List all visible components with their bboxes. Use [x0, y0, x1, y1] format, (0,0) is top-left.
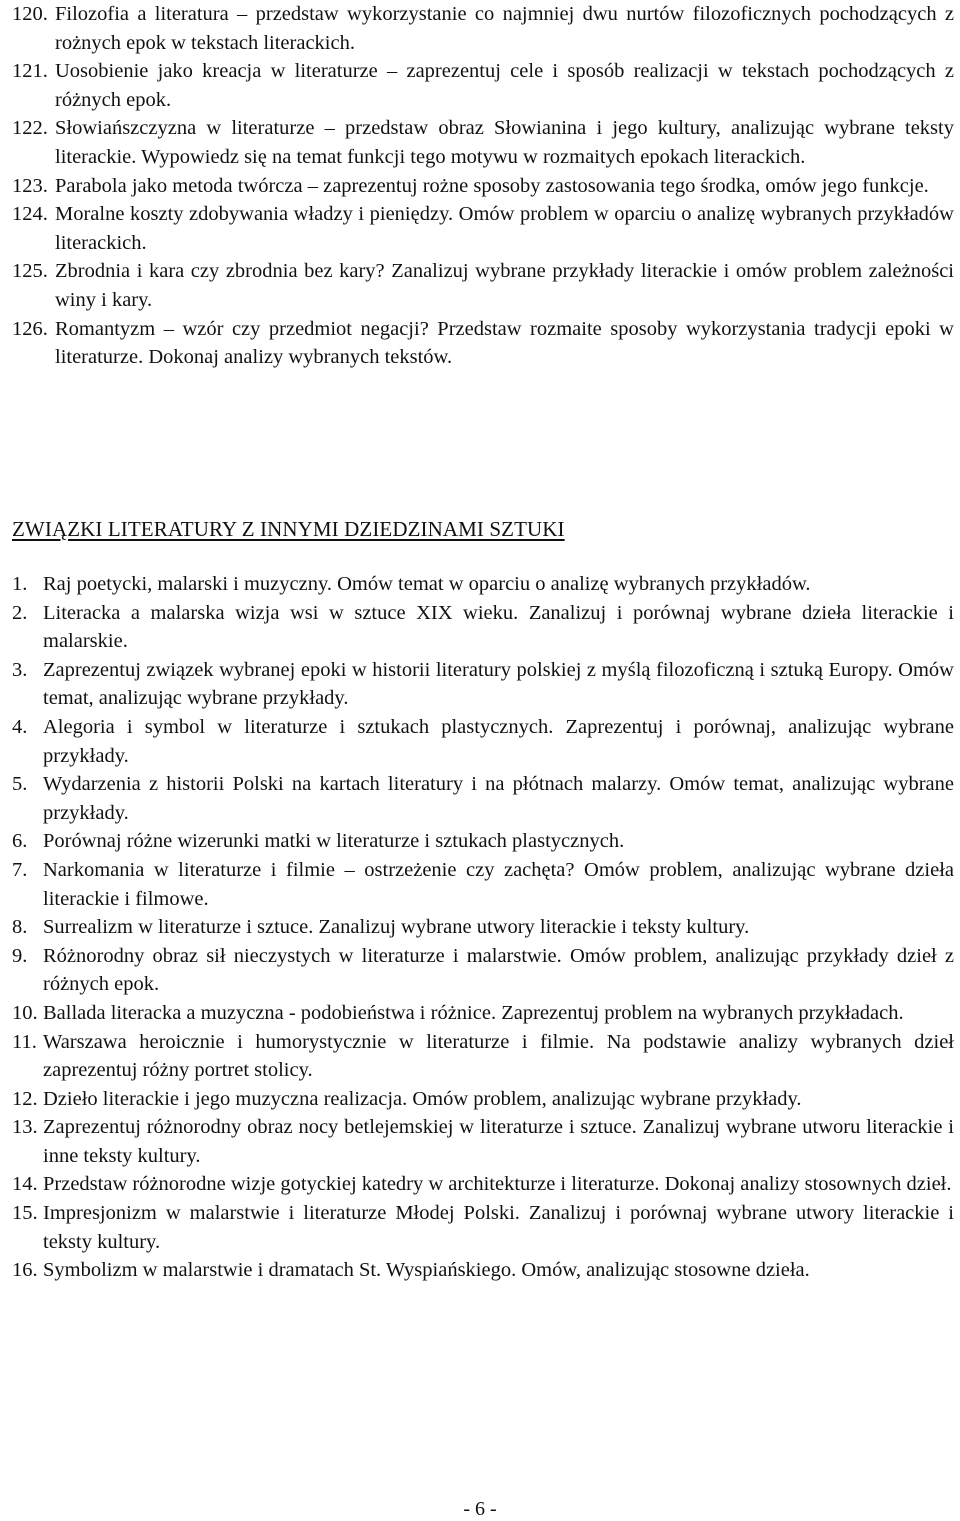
item-text: Porównaj różne wizerunki matki w literaturze i sztukach plastycznych. — [43, 830, 625, 853]
item-number: 9. — [12, 944, 28, 967]
item-text: Alegoria i symbol w literaturze i sztukach plastycznych. Zaprezentuj i porównaj, analizując wybrane przykłady. — [43, 715, 954, 767]
list-item — [12, 913, 954, 942]
list-item — [12, 942, 954, 999]
item-text: Warszawa heroicznie i humorystycznie w literaturze i filmie. Na podstawie analizy wybranych dzieł zaprezentuj różny portret stolicy. — [43, 1030, 954, 1082]
list-item — [12, 827, 954, 856]
item-text: Zaprezentuj związek wybranej epoki w historii literatury polskiej z myślą filozoficzną i sztuką Europy. Omów temat, analizując wybrane przykłady. — [43, 658, 954, 710]
item-text: Zbrodnia i kara czy zbrodnia bez kary? Zanalizuj wybrane przykłady literackie i omów problem zależności winy i kary. — [55, 260, 954, 311]
topics-list-continued — [12, 0, 954, 372]
item-number: 121. — [12, 60, 48, 83]
item-text: Impresjonizm w malarstwie i literaturze Młodej Polski. Zanalizuj i porównaj wybrane utwory literackie i teksty kultury. — [43, 1202, 954, 1253]
item-number: 12. — [12, 1087, 38, 1110]
list-item — [12, 1199, 954, 1256]
topics-list-arts — [12, 570, 954, 1285]
list-item — [12, 570, 954, 599]
list-item — [12, 1170, 954, 1199]
item-text: Zaprezentuj różnorodny obraz nocy betlejemskiej w literaturze i sztuce. Zanalizuj wybrane utworu literackie i inne teksty kultury. — [43, 1116, 954, 1167]
list-item — [12, 1028, 954, 1085]
list-item — [12, 656, 954, 713]
item-text: Raj poetycki, malarski i muzyczny. Omów temat w oparciu o analizę wybranych przykładów. — [43, 573, 811, 595]
list-item — [12, 114, 954, 171]
item-number: 4. — [12, 715, 28, 738]
list-item — [12, 172, 954, 201]
item-text: Wydarzenia z historii Polski na kartach literatury i na płótnach malarzy. Omów temat, analizując wybrane przykłady. — [43, 773, 954, 824]
list-item — [12, 599, 954, 656]
item-text: Uosobienie jako kreacja w literaturze – zaprezentuj cele i sposób realizacji w tekstach pochodzących z różnych epok. — [55, 60, 954, 111]
item-text: Moralne koszty zdobywania władzy i pieniędzy. Omów problem w oparciu o analizę wybranych przykładów literackich. — [55, 203, 954, 254]
list-item — [12, 0, 954, 57]
list-item — [12, 200, 954, 257]
list-item — [12, 770, 954, 827]
item-number: 1. — [12, 573, 28, 595]
item-number: 8. — [12, 916, 28, 939]
list-item — [12, 257, 954, 314]
item-number: 126. — [12, 317, 48, 340]
page-number: - 6 - — [463, 1498, 497, 1520]
item-number: 15. — [12, 1202, 38, 1225]
list-item — [12, 856, 954, 913]
item-text: Ballada literacka a muzyczna - podobieństwa i różnice. Zaprezentuj problem na wybranych przykładach. — [43, 1001, 904, 1024]
list-item — [12, 713, 954, 770]
list-item — [12, 1113, 954, 1170]
item-text: Przedstaw różnorodne wizje gotyckiej katedry w architekturze i literaturze. Dokonaj analizy stosownych dzieł. — [43, 1173, 952, 1196]
item-number: 11. — [12, 1030, 37, 1053]
list-item — [12, 999, 954, 1028]
list-item — [12, 315, 954, 372]
item-number: 123. — [12, 174, 48, 197]
item-number: 124. — [12, 203, 48, 226]
item-text: Filozofia a literatura – przedstaw wykorzystanie co najmniej dwu nurtów filozoficznych pochodzących z rożnych epok w tekstach literackich. — [55, 3, 954, 54]
list-item — [12, 1085, 954, 1114]
item-number: 125. — [12, 260, 48, 283]
item-number: 14. — [12, 1173, 38, 1196]
list-item — [12, 57, 954, 114]
item-number: 122. — [12, 117, 48, 140]
item-text: Symbolizm w malarstwie i dramatach St. Wyspiańskiego. Omów, analizując stosowne dzieła. — [43, 1259, 810, 1282]
item-number: 7. — [12, 858, 28, 881]
item-text: Narkomania w literaturze i filmie – ostrzeżenie czy zachęta? Omów problem, analizując wybrane dzieła literackie i filmowe. — [43, 858, 954, 910]
item-number: 13. — [12, 1116, 38, 1139]
item-text: Różnorodny obraz sił nieczystych w literaturze i malarstwie. Omów problem, analizując przykłady dzieł z różnych epok. — [43, 944, 954, 996]
item-text: Romantyzm – wzór czy przedmiot negacji? Przedstaw rozmaite sposoby wykorzystania tradycji epoki w literaturze. Dokonaj analizy wybranych tekstów. — [55, 317, 954, 369]
item-number: 120. — [12, 3, 48, 25]
item-text: Literacka a malarska wizja wsi w sztuce XIX wieku. Zanalizuj i porównaj wybrane dzieła literackie i malarskie. — [43, 601, 954, 653]
item-number: 16. — [12, 1259, 38, 1282]
section-heading: ZWIĄZKI LITERATURY Z INNYMI DZIEDZINAMI SZTUKI — [12, 517, 565, 541]
item-number: 2. — [12, 601, 28, 624]
item-number: 5. — [12, 773, 28, 796]
item-number: 10. — [12, 1001, 38, 1024]
list-item — [12, 1256, 954, 1285]
item-number: 3. — [12, 658, 28, 681]
item-text: Dzieło literackie i jego muzyczna realizacja. Omów problem, analizując wybrane przykłady. — [43, 1087, 802, 1110]
item-text: Surrealizm w literaturze i sztuce. Zanalizuj wybrane utwory literackie i teksty kultury. — [43, 916, 750, 939]
item-text: Słowiańszczyzna w literaturze – przedstaw obraz Słowianina i jego kultury, analizując wybrane teksty literackie. Wypowiedz się na temat funkcji tego motywu w rozmaitych epokach literackich. — [55, 117, 954, 168]
item-number: 6. — [12, 830, 28, 853]
item-text: Parabola jako metoda twórcza – zaprezentuj rożne sposoby zastosowania tego środka, omów jego funkcje. — [55, 174, 929, 197]
